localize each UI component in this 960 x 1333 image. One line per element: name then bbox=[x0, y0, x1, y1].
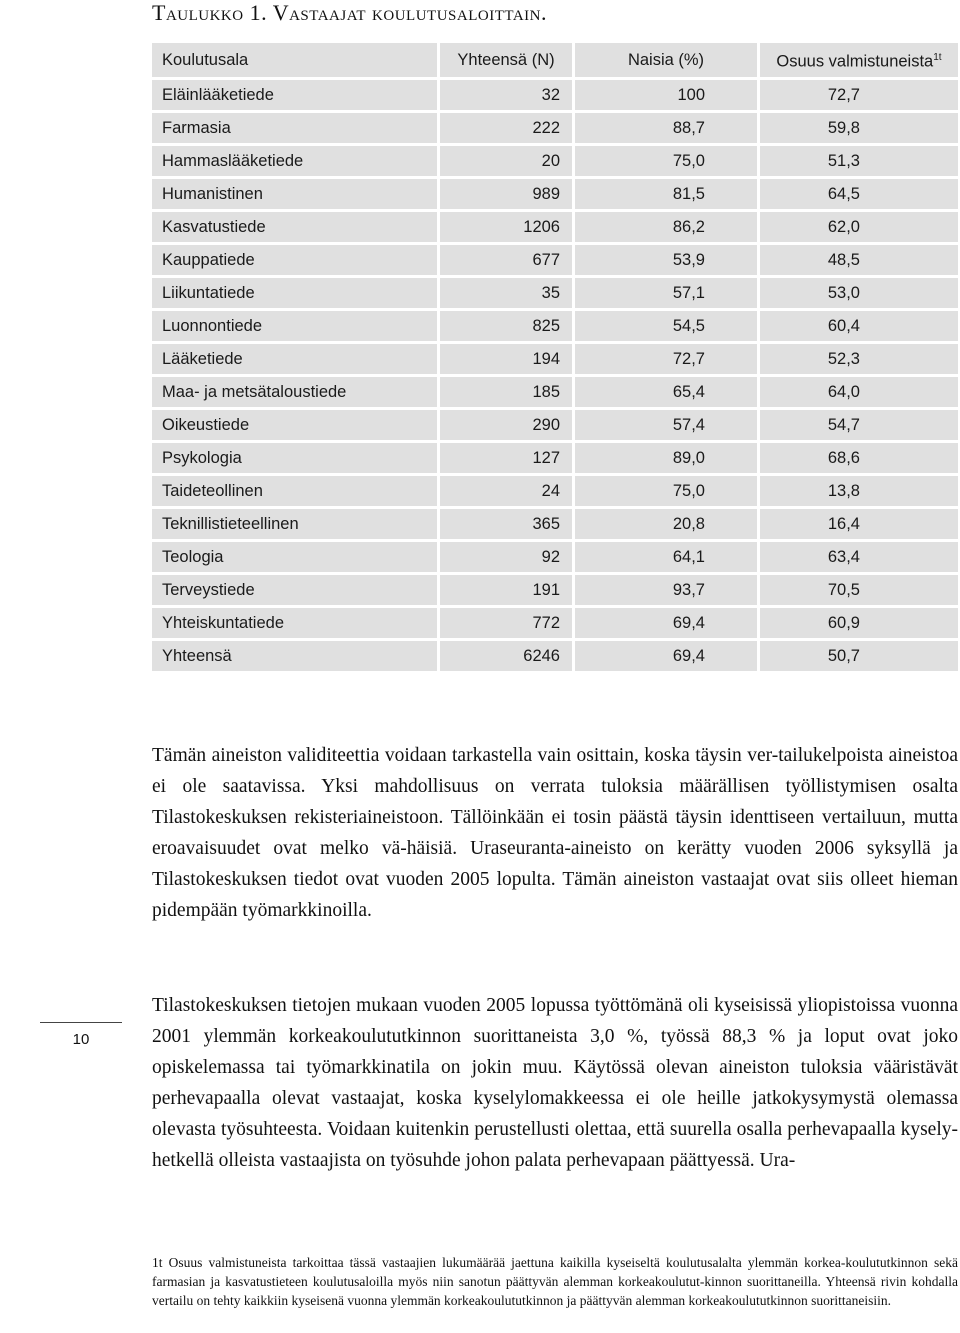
table-row bbox=[152, 377, 958, 407]
cell-yhteensa: 185 bbox=[440, 377, 575, 407]
cell-osuus: 48,5 bbox=[760, 245, 958, 275]
cell-koulutusala: Oikeustiede bbox=[152, 410, 440, 440]
cell-osuus: 72,7 bbox=[760, 80, 958, 110]
cell-yhteensa: 20 bbox=[440, 146, 575, 176]
header-osuus bbox=[760, 43, 958, 77]
cell-koulutusala: Kauppatiede bbox=[152, 245, 440, 275]
table-caption: Taulukko 1. Vastaajat koulutusaloittain. bbox=[152, 0, 547, 25]
header-koulutusala: Koulutusala bbox=[152, 43, 440, 77]
header-footnote-marker: 1t bbox=[933, 52, 942, 63]
cell-naisia: 65,4 bbox=[575, 377, 760, 407]
cell-naisia: 69,4 bbox=[575, 608, 760, 638]
cell-naisia: 20,8 bbox=[575, 509, 760, 539]
cell-osuus: 16,4 bbox=[760, 509, 958, 539]
cell-koulutusala: Terveystiede bbox=[152, 575, 440, 605]
cell-koulutusala: Maa- ja metsätaloustiede bbox=[152, 377, 440, 407]
cell-yhteensa: 194 bbox=[440, 344, 575, 374]
cell-osuus: 51,3 bbox=[760, 146, 958, 176]
table-row bbox=[152, 509, 958, 539]
table-row bbox=[152, 608, 958, 638]
table-row bbox=[152, 245, 958, 275]
cell-koulutusala: Humanistinen bbox=[152, 179, 440, 209]
cell-osuus: 60,9 bbox=[760, 608, 958, 638]
cell-koulutusala: Psykologia bbox=[152, 443, 440, 473]
cell-naisia: 72,7 bbox=[575, 344, 760, 374]
cell-yhteensa: 191 bbox=[440, 575, 575, 605]
cell-yhteensa: 127 bbox=[440, 443, 575, 473]
cell-koulutusala: Eläinlääketiede bbox=[152, 80, 440, 110]
cell-koulutusala: Liikuntatiede bbox=[152, 278, 440, 308]
cell-yhteensa: 1206 bbox=[440, 212, 575, 242]
header-osuus-label: Osuus valmistuneista bbox=[776, 52, 934, 71]
cell-osuus: 64,0 bbox=[760, 377, 958, 407]
cell-yhteensa: 825 bbox=[440, 311, 575, 341]
table-row bbox=[152, 542, 958, 572]
paragraph-validity: Tämän aineiston validiteettia voidaan tarkastella vain osittain, koska täysin ver-tailukelpoista aineistoa ei ole saatavissa. Yksi mahdollisuus on verrata tuloksia määrällisen työllistymisen osalta Tilastokeskuksen rekisteriaineistoon. Tällöinkään ei tosin päästä täysin identtiseen vertailuun, mutta eroavaisuudet ovat melko vä-häisiä. Uraseuranta-aineisto on kerätty vuoden 2006 syksyllä ja Tilastokeskuksen tiedot ovat vuoden 2005 lopulta. Tämän aineiston vastaajat ovat siis olleet hieman pidempään työmarkkinoilla. bbox=[152, 745, 958, 921]
cell-naisia: 57,4 bbox=[575, 410, 760, 440]
cell-koulutusala: Farmasia bbox=[152, 113, 440, 143]
table-row bbox=[152, 311, 958, 341]
page-number: 10 bbox=[40, 1022, 122, 1048]
table-row bbox=[152, 410, 958, 440]
cell-naisia: 53,9 bbox=[575, 245, 760, 275]
table-row bbox=[152, 179, 958, 209]
cell-yhteensa: 24 bbox=[440, 476, 575, 506]
cell-naisia: 81,5 bbox=[575, 179, 760, 209]
cell-yhteensa: 32 bbox=[440, 80, 575, 110]
cell-yhteensa: 365 bbox=[440, 509, 575, 539]
cell-osuus: 53,0 bbox=[760, 278, 958, 308]
cell-naisia: 86,2 bbox=[575, 212, 760, 242]
cell-osuus: 59,8 bbox=[760, 113, 958, 143]
cell-osuus: 62,0 bbox=[760, 212, 958, 242]
paragraph-statistics: Tilastokeskuksen tietojen mukaan vuoden 2005 lopussa työttömänä oli kyseisissä yliopistoissa vuonna 2001 ylemmän korkeakoulututkinnon suorittaneista 3,0 %, työssä 88,3 % ja loput ovat joko opiskelemassa tai työmarkkinatila on jokin muu. Käytössä olevan aineiston tuloksia vääristävät perhevapaalla olevat vastaajat, koska kyselylomakkeessa ei ole heille jatkokysymystä olemassa olevasta työsuhteesta. Voidaan kuitenkin perustellusti olettaa, että suurella osalla perhevapaalla kysely-hetkellä olleista vastaajista on työsuhde johon palata perhevapaan päättyessä. Ura- bbox=[152, 995, 958, 1171]
cell-yhteensa: 677 bbox=[440, 245, 575, 275]
cell-koulutusala: Yhteiskuntatiede bbox=[152, 608, 440, 638]
cell-koulutusala: Luonnontiede bbox=[152, 311, 440, 341]
data-table bbox=[152, 40, 958, 674]
table-row bbox=[152, 575, 958, 605]
cell-osuus: 50,7 bbox=[760, 641, 958, 671]
cell-naisia: 89,0 bbox=[575, 443, 760, 473]
table-row bbox=[152, 80, 958, 110]
cell-naisia: 75,0 bbox=[575, 146, 760, 176]
table-row bbox=[152, 146, 958, 176]
table-row bbox=[152, 344, 958, 374]
cell-koulutusala: Hammaslääketiede bbox=[152, 146, 440, 176]
table-row bbox=[152, 476, 958, 506]
cell-koulutusala: Taideteollinen bbox=[152, 476, 440, 506]
cell-osuus: 13,8 bbox=[760, 476, 958, 506]
header-yhteensa: Yhteensä (N) bbox=[440, 43, 575, 77]
cell-yhteensa: 35 bbox=[440, 278, 575, 308]
cell-naisia: 69,4 bbox=[575, 641, 760, 671]
cell-naisia: 54,5 bbox=[575, 311, 760, 341]
cell-koulutusala: Teologia bbox=[152, 542, 440, 572]
cell-osuus: 70,5 bbox=[760, 575, 958, 605]
table-row bbox=[152, 641, 958, 671]
cell-yhteensa: 222 bbox=[440, 113, 575, 143]
cell-koulutusala: Kasvatustiede bbox=[152, 212, 440, 242]
table-row bbox=[152, 212, 958, 242]
footnote: 1t Osuus valmistuneista tarkoittaa tässä vastaajien lukumäärää jaettuna kaikilla kyseiseltä koulutusalalta ylemmän korkea-koulututkinnon sekä farmasian ja kasvatustieteen koulutusaloilla myös niin sanotun päättyvän alemman korkeakoulutut-kinnon suorittaneilla. Yhteensä rivin kohdalla vertailu on tehty kaikkiin kyseisenä vuonna ylemmän korkeakoulututkinnon ja päättyvän alemman korkeakoulututkinnon suorittaneisiin. bbox=[152, 1255, 958, 1308]
cell-naisia: 64,1 bbox=[575, 542, 760, 572]
cell-koulutusala: Yhteensä bbox=[152, 641, 440, 671]
cell-yhteensa: 92 bbox=[440, 542, 575, 572]
cell-yhteensa: 772 bbox=[440, 608, 575, 638]
cell-osuus: 63,4 bbox=[760, 542, 958, 572]
header-naisia: Naisia (%) bbox=[575, 43, 760, 77]
cell-yhteensa: 290 bbox=[440, 410, 575, 440]
cell-osuus: 54,7 bbox=[760, 410, 958, 440]
cell-osuus: 68,6 bbox=[760, 443, 958, 473]
cell-osuus: 64,5 bbox=[760, 179, 958, 209]
cell-koulutusala: Teknillistieteellinen bbox=[152, 509, 440, 539]
cell-naisia: 88,7 bbox=[575, 113, 760, 143]
cell-yhteensa: 989 bbox=[440, 179, 575, 209]
table-header-row bbox=[152, 43, 958, 77]
cell-naisia: 100 bbox=[575, 80, 760, 110]
table-row bbox=[152, 113, 958, 143]
cell-osuus: 60,4 bbox=[760, 311, 958, 341]
table-row bbox=[152, 278, 958, 308]
cell-osuus: 52,3 bbox=[760, 344, 958, 374]
cell-naisia: 57,1 bbox=[575, 278, 760, 308]
cell-koulutusala: Lääketiede bbox=[152, 344, 440, 374]
table-row bbox=[152, 443, 958, 473]
cell-naisia: 75,0 bbox=[575, 476, 760, 506]
cell-yhteensa: 6246 bbox=[440, 641, 575, 671]
cell-naisia: 93,7 bbox=[575, 575, 760, 605]
